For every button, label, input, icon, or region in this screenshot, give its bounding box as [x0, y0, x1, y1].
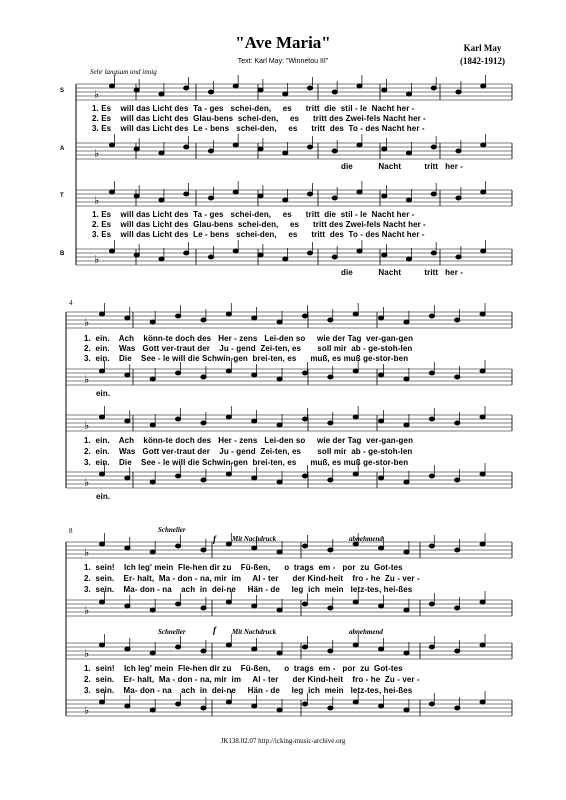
note-head [233, 249, 238, 253]
clef-icon: ♭ [94, 88, 100, 101]
note-head [328, 706, 333, 710]
mark-mit-nachdruck-tenor: Mit Nachdruck [232, 628, 277, 636]
note-head [302, 602, 307, 606]
note-head [125, 546, 130, 550]
note-head [99, 643, 104, 647]
note-head [258, 253, 263, 257]
note-head [480, 369, 485, 373]
note-head [176, 602, 181, 606]
voice-label-tenor: T [60, 193, 64, 199]
note-head [226, 600, 231, 604]
voice-label-soprano: S [60, 88, 65, 94]
note-head [99, 700, 104, 704]
note-head [252, 704, 257, 708]
note-head [379, 419, 384, 423]
note-head [159, 151, 164, 155]
note-head [176, 702, 181, 706]
note-head [277, 320, 282, 324]
s3-verse-3: 3. sein. Ma- don - na ach in dei-ne Hän - de leg ich mein letz-tes, hei-ßes [84, 585, 413, 594]
composer-years: (1842-1912) [460, 56, 505, 66]
s2-tenor-verse-3: 3. ein. Die See - le will die Schwin-gen brei-ten, es muß, es muß ge-stor-ben [84, 458, 409, 467]
note-head [382, 194, 387, 198]
note-head [455, 478, 460, 482]
note-head [258, 88, 263, 92]
note-head [328, 649, 333, 653]
note-head [277, 423, 282, 427]
note-head [277, 550, 282, 554]
note-head [208, 149, 213, 153]
s2-verse-3: 3. ein. Die See - le will die Schwin-gen brei-ten, es muß, es muß ge-stor-ben [84, 354, 409, 363]
note-head [332, 196, 337, 200]
note-head [357, 84, 362, 88]
note-head [480, 600, 485, 604]
voice-label-alto: A [60, 146, 65, 152]
note-head [302, 544, 307, 548]
dynamic-forte: f [213, 534, 216, 544]
note-head [332, 90, 337, 94]
clef-icon: ♭ [84, 373, 90, 386]
s3-tenor-verse-2: 2. sein. Er- halt, Ma - don - na, mir im Al - ter der Kind-heit fro - he Zu - ver - [84, 675, 420, 684]
note-head [328, 375, 333, 379]
tempo-marking: Sehr langsam und innig [90, 68, 157, 76]
note-head [481, 143, 486, 147]
mark-abnehmend-tenor: abnehmend [349, 628, 383, 636]
note-head [252, 604, 257, 608]
note-head [404, 550, 409, 554]
note-head [429, 474, 434, 478]
note-head [302, 645, 307, 649]
note-head [277, 480, 282, 484]
note-head [481, 249, 486, 253]
note-head [406, 92, 411, 96]
mark-mit-nachdruck: Mit Nachdruck [232, 535, 277, 543]
note-head [258, 147, 263, 151]
note-head [480, 472, 485, 476]
note-head [99, 600, 104, 604]
note-head [456, 90, 461, 94]
note-head [302, 314, 307, 318]
note-head [233, 143, 238, 147]
note-head [456, 255, 461, 259]
note-head [208, 255, 213, 259]
note-head [125, 316, 130, 320]
note-head [109, 190, 114, 194]
note-head [226, 472, 231, 476]
note-head [201, 706, 206, 710]
s1-verse-3: 3. Es will das Licht des Le - bens schei-den, es tritt des To - des Nacht her - [92, 124, 425, 133]
note-head [150, 480, 155, 484]
note-head [252, 476, 257, 480]
s1-alto-lyric: die Nacht tritt her - [341, 162, 463, 171]
note-head [109, 84, 114, 88]
note-head [353, 700, 358, 704]
note-head [480, 643, 485, 647]
note-head [99, 472, 104, 476]
note-head [99, 542, 104, 546]
note-head [252, 419, 257, 423]
clef-icon: ♭ [84, 476, 90, 489]
note-head [99, 369, 104, 373]
note-head [328, 478, 333, 482]
note-head [125, 476, 130, 480]
note-head [328, 548, 333, 552]
note-head [357, 249, 362, 253]
note-head [353, 472, 358, 476]
note-head [277, 377, 282, 381]
note-head [176, 314, 181, 318]
note-head [226, 369, 231, 373]
note-head [134, 194, 139, 198]
note-head [109, 249, 114, 253]
note-head [184, 192, 189, 196]
note-head [109, 143, 114, 147]
note-head [201, 478, 206, 482]
note-head [201, 548, 206, 552]
note-head [480, 542, 485, 546]
note-head [283, 198, 288, 202]
note-head [480, 312, 485, 316]
note-head [150, 423, 155, 427]
mark-schneller-tenor: Schneller [158, 628, 186, 636]
note-head [429, 602, 434, 606]
note-head [406, 257, 411, 261]
note-head [283, 257, 288, 261]
note-head [134, 147, 139, 151]
note-head [302, 417, 307, 421]
clef-icon: ♭ [84, 704, 90, 717]
s1-bass-lyric: die Nacht tritt her - [341, 268, 463, 277]
note-head [382, 88, 387, 92]
note-head [429, 645, 434, 649]
note-head [357, 143, 362, 147]
note-head [404, 708, 409, 712]
note-head [125, 604, 130, 608]
note-head [184, 251, 189, 255]
clef-icon: ♭ [84, 546, 90, 559]
note-head [150, 377, 155, 381]
note-head [125, 419, 130, 423]
clef-icon: ♭ [84, 647, 90, 660]
note-head [382, 253, 387, 257]
note-head [456, 149, 461, 153]
note-head [134, 253, 139, 257]
note-head [302, 474, 307, 478]
note-head [252, 316, 257, 320]
note-head [150, 320, 155, 324]
note-head [357, 190, 362, 194]
s1-tenor-verse-1: 1. Es will das Licht des Ta - ges schei-den, es tritt die stil - le Nacht her - [92, 210, 415, 219]
s2-bass-lyric: ein. [96, 492, 111, 501]
note-head [201, 375, 206, 379]
dynamic-forte-tenor: f [213, 625, 216, 635]
note-head [150, 550, 155, 554]
note-head [226, 643, 231, 647]
note-head [277, 651, 282, 655]
note-head [429, 314, 434, 318]
note-head [431, 145, 436, 149]
note-head [353, 415, 358, 419]
note-head [332, 149, 337, 153]
note-head [159, 257, 164, 261]
note-head [404, 320, 409, 324]
note-head [406, 198, 411, 202]
note-head [226, 312, 231, 316]
note-head [125, 704, 130, 708]
note-head [277, 708, 282, 712]
note-head [382, 147, 387, 151]
note-head [379, 647, 384, 651]
note-head [208, 196, 213, 200]
note-head [328, 421, 333, 425]
page-title: "Ave Maria" [235, 33, 331, 52]
note-head [150, 608, 155, 612]
note-head [455, 548, 460, 552]
note-head [404, 377, 409, 381]
note-head [201, 318, 206, 322]
mark-abnehmend: abnehmend [349, 535, 383, 543]
note-head [455, 606, 460, 610]
note-head [429, 417, 434, 421]
note-head [332, 255, 337, 259]
s1-tenor-verse-2: 2. Es will das Licht des Glau-bens schei-den, es tritt des Zwei-fels Nacht her - [92, 220, 426, 229]
s2-tenor-verse-2: 2. ein. Was Gott ver-traut der Ju - gend Zei-ten, es soll mir ab - ge-stoh-len [84, 447, 413, 456]
mark-schneller: Schneller [158, 526, 186, 534]
clef-icon: ♭ [94, 147, 100, 160]
voice-label-bass: B [60, 251, 65, 257]
note-head [431, 86, 436, 90]
note-head [431, 192, 436, 196]
note-head [277, 608, 282, 612]
note-head [379, 704, 384, 708]
note-head [353, 600, 358, 604]
note-head [379, 476, 384, 480]
clef-icon: ♭ [94, 253, 100, 266]
s1-tenor-verse-3: 3. Es will das Licht des Le - bens schei-den, es tritt des To - des Nacht her - [92, 230, 425, 239]
note-head [379, 373, 384, 377]
note-head [328, 318, 333, 322]
note-head [406, 151, 411, 155]
measure-number-8: 8 [69, 527, 73, 535]
s3-tenor-verse-1: 1. sein! Ich leg' mein Fle-hen dir zu Fü-ßen, o trags em - por zu Got-tes [84, 664, 403, 673]
note-head [99, 415, 104, 419]
note-head [176, 645, 181, 649]
note-head [379, 604, 384, 608]
note-head [99, 312, 104, 316]
note-head [150, 651, 155, 655]
note-head [252, 546, 257, 550]
note-head [353, 369, 358, 373]
s1-verse-1: 1. Es will das Licht des Ta - ges schei-den, es tritt die stil - le Nacht her - [92, 104, 415, 113]
clef-icon: ♭ [84, 419, 90, 432]
s1-verse-2: 2. Es will das Licht des Glau-bens schei-den, es tritt des Zwei-fels Nacht her - [92, 114, 426, 123]
note-head [226, 542, 231, 546]
measure-number-4: 4 [69, 299, 73, 307]
note-head [379, 316, 384, 320]
note-head [125, 647, 130, 651]
composer-name: Karl May [463, 43, 502, 53]
note-head [480, 700, 485, 704]
note-head [150, 708, 155, 712]
s2-verse-2: 2. ein. Was Gott ver-traut der Ju - gend Zei-ten, es soll mir ab - ge-stoh-len [84, 344, 413, 353]
note-head [480, 415, 485, 419]
note-head [283, 92, 288, 96]
s2-alto-lyric: ein. [96, 389, 111, 398]
footer-catalog: JK138.02.07 http://icking-music-archive.org [220, 737, 346, 745]
clef-icon: ♭ [84, 316, 90, 329]
note-head [455, 318, 460, 322]
note-head [481, 190, 486, 194]
note-head [184, 145, 189, 149]
note-head [455, 375, 460, 379]
note-head [176, 544, 181, 548]
text-credit: Text: Karl May: "Winnetou III" [237, 58, 329, 65]
note-head [481, 84, 486, 88]
note-head [283, 151, 288, 155]
clef-icon: ♭ [84, 604, 90, 617]
s3-tenor-verse-3: 3. sein. Ma- don - na ach in dei-ne Hän - de leg ich mein letz-tes, hei-ßes [84, 686, 413, 695]
note-head [455, 649, 460, 653]
note-head [353, 643, 358, 647]
note-head [404, 480, 409, 484]
note-head [455, 706, 460, 710]
note-head [429, 544, 434, 548]
s3-verse-1: 1. sein! Ich leg' mein Fle-hen dir zu Fü-ßen, o trags em - por zu Got-tes [84, 563, 403, 572]
note-head [159, 198, 164, 202]
note-head [353, 312, 358, 316]
note-head [176, 474, 181, 478]
note-head [302, 371, 307, 375]
note-head [307, 86, 312, 90]
note-head [208, 90, 213, 94]
note-head [302, 702, 307, 706]
note-head [252, 647, 257, 651]
note-head [159, 92, 164, 96]
note-head [307, 192, 312, 196]
s2-tenor-verse-1: 1. ein. Ach könn-te doch des Her - zens Lei-den so wie der Tag ver-gan-gen [84, 436, 414, 445]
note-head [125, 373, 130, 377]
note-head [201, 421, 206, 425]
note-head [307, 251, 312, 255]
note-head [307, 145, 312, 149]
note-head [404, 651, 409, 655]
note-head [455, 421, 460, 425]
note-head [431, 251, 436, 255]
note-head [134, 88, 139, 92]
note-head [226, 700, 231, 704]
note-head [328, 606, 333, 610]
note-head [184, 86, 189, 90]
note-head [201, 649, 206, 653]
note-head [201, 606, 206, 610]
note-head [379, 546, 384, 550]
s2-verse-1: 1. ein. Ach könn-te doch des Her - zens Lei-den so wie der Tag ver-gan-gen [84, 334, 414, 343]
note-head [429, 702, 434, 706]
note-head [252, 373, 257, 377]
note-head [429, 371, 434, 375]
note-head [404, 423, 409, 427]
note-head [456, 196, 461, 200]
note-head [226, 415, 231, 419]
s3-verse-2: 2. sein. Er- halt, Ma - don - na, mir im Al - ter der Kind-heit fro - he Zu - ver - [84, 574, 420, 583]
note-head [176, 417, 181, 421]
note-head [233, 190, 238, 194]
note-head [176, 371, 181, 375]
note-head [404, 608, 409, 612]
clef-icon: ♭ [94, 194, 100, 207]
note-head [258, 194, 263, 198]
note-head [233, 84, 238, 88]
